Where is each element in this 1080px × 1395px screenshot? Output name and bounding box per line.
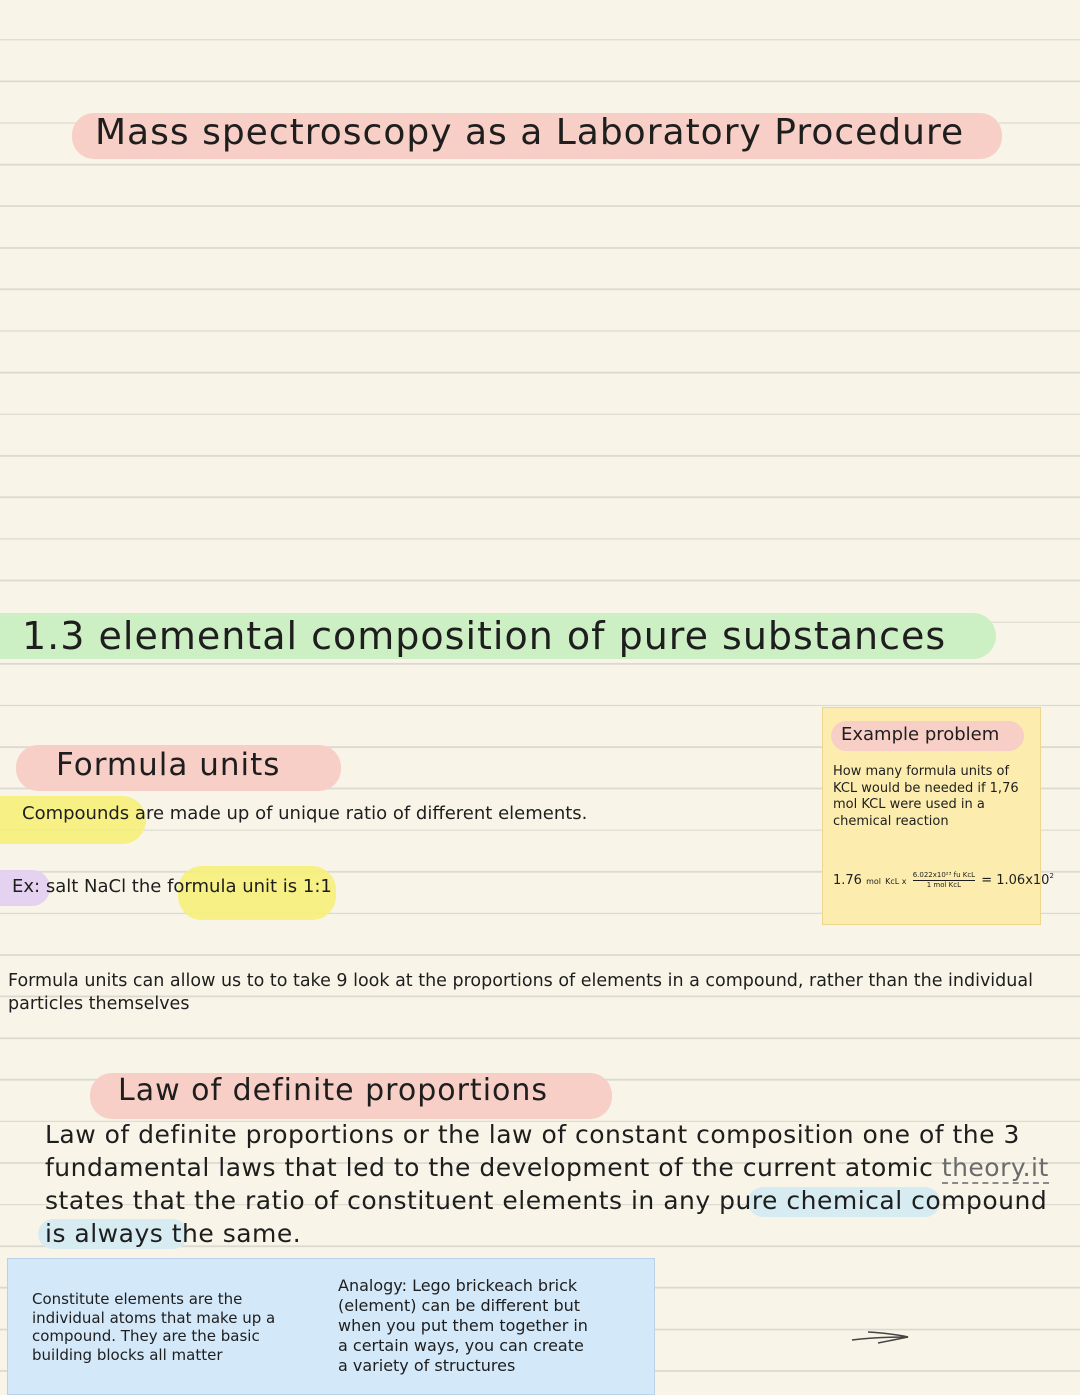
law-text-dotted: theory.it: [941, 1153, 1049, 1182]
notes-box: [7, 1258, 655, 1395]
calc-start: 1.76: [833, 873, 862, 888]
note-title: Example problem: [841, 724, 1000, 745]
compounds-rest: are made up of unique ratio of different elements.: [129, 803, 588, 824]
section-heading: 1.3 elemental composition of pure substances: [22, 614, 947, 658]
calc-kcl: KcL x: [885, 877, 907, 886]
page-title: Mass spectroscopy as a Laboratory Procedure: [95, 112, 965, 153]
example-line: [12, 876, 332, 897]
constituent-definition: Constitute elements are the individual atoms that make up a compound. They are the basic building blocks all matter: [32, 1290, 276, 1364]
lego-analogy: Analogy: Lego brickeach brick (element) can be different but when you put them together in a certain ways, you can create a variety of structures: [338, 1276, 588, 1375]
ex-highlight-text: formula unit: [167, 876, 278, 897]
law-text-2: states that the ratio of constituent elements in any pure chemical compound is always the same.: [45, 1186, 1048, 1248]
note-calculation: [833, 871, 1054, 890]
calc-result: = 1.06x10: [981, 873, 1050, 888]
compounds-word: Compounds: [22, 803, 130, 824]
formula-units-heading: Formula units: [56, 747, 281, 783]
note-question: How many formula units of KCL would be needed if 1,76 mol KCL were used in a chemical reaction: [833, 764, 1019, 829]
ex-label: Ex:: [12, 876, 41, 897]
calc-numerator: 6.022x10²³ fu KcL: [912, 871, 976, 879]
formula-units-paragraph: Formula units can allow us to to take 9 look at the proportions of elements in a compound, rather than the individual particles themselves: [8, 971, 1033, 1014]
law-heading: Law of definite proportions: [118, 1073, 549, 1108]
calc-exponent: 2: [1049, 872, 1054, 880]
compounds-line: [22, 803, 587, 824]
law-text-1: Law of definite proportions or the law of constant composition one of the 3 fundamental laws that led to the development of the current atomic: [45, 1120, 1020, 1182]
calc-mol: mol: [866, 877, 882, 886]
example-problem-note: [822, 707, 1054, 925]
ex-text-2: is 1:1: [277, 876, 332, 897]
calc-fraction: [913, 871, 975, 890]
calc-denominator: 1 mol KcL: [926, 881, 962, 889]
arrow-icon: [848, 1326, 912, 1346]
ex-text-1: salt NaCl the: [40, 876, 168, 897]
law-body: [45, 1118, 1075, 1250]
